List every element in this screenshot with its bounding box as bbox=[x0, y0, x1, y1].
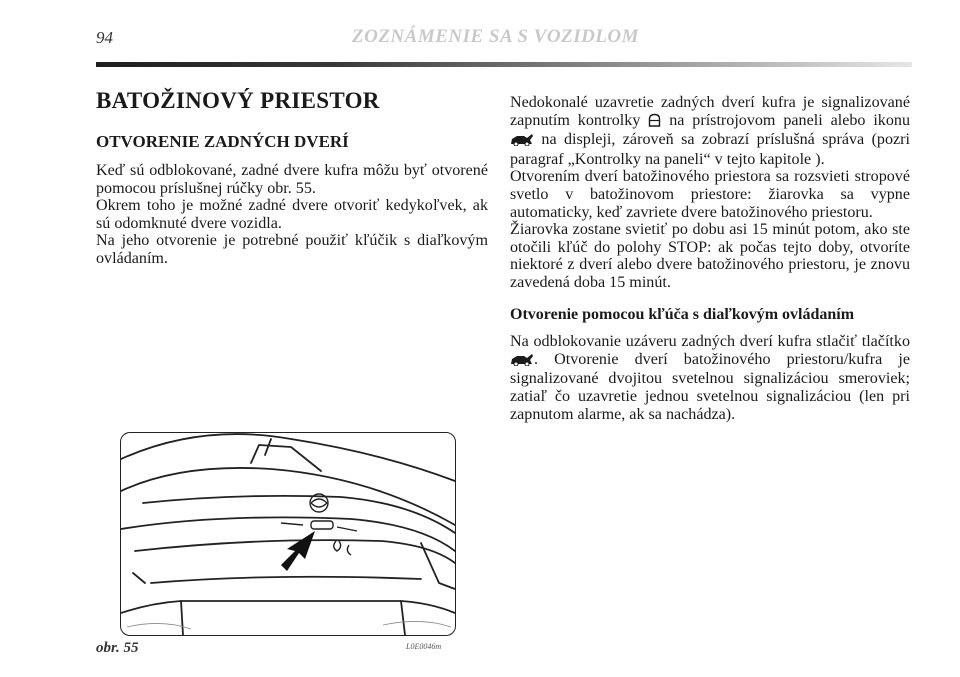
paragraph: Žiarovka zostane svietiť po dobu asi 15 minút potom, ako ste otočili kľúč do polohy STOP: ak počas tejto doby, otvoríte niektoré z dverí alebo dvere batožinového priestoru, je znovu zavedená doba 15 minút. bbox=[510, 221, 910, 291]
arrow-icon bbox=[281, 531, 315, 571]
paragraph: Otvorením dverí batožinového priestora sa rozsvieti stropové svetlo v batožinovom priestore: žiarovka sa vypne automaticky, keď zavriete dvere batožinového priestoru. bbox=[510, 168, 910, 221]
trunk-button-icon bbox=[510, 352, 534, 371]
text-span: Na odblokovanie uzáveru zadných dverí kufra stlačiť tlačítko bbox=[510, 333, 910, 351]
subsection-heading: OTVORENIE ZADNÝCH DVERÍ bbox=[96, 132, 349, 151]
section-heading: BATOŽINOVÝ PRIESTOR bbox=[96, 88, 380, 113]
trunk-warning-icon bbox=[648, 113, 661, 132]
text-span: na displeji, zároveň sa zobrazí príslušná správa (pozri paragraf „Kontrolky na paneli“ v tejto kapitole ). bbox=[510, 131, 910, 168]
page-number: 94 bbox=[96, 28, 113, 47]
subheading-remote: Otvorenie pomocou kľúča s diaľkovým ovládaním bbox=[510, 305, 855, 323]
figure-illustration bbox=[120, 432, 456, 636]
paragraph bbox=[510, 94, 910, 168]
text-span: Nedokonalé uzavretie zadných dverí kufra je signalizované zapnutím kontrolky bbox=[510, 94, 910, 129]
figure-code: L0E0046m bbox=[406, 642, 442, 651]
tailgate-drawing bbox=[121, 433, 455, 635]
text-span: . Otvorenie dverí batožinového priestoru/kufra je signalizované dvojitou svetelnou signalizáciou smeroviek; zatiaľ čo uzavretie jednou svetelnou signalizáciou (len pri zapnutom alarme, ak sa nachádza). bbox=[510, 350, 910, 423]
figure-caption: obr. 55 bbox=[96, 640, 139, 656]
text-span: na prístrojovom paneli alebo ikonu bbox=[669, 111, 910, 129]
chapter-title: ZOZNÁMENIE SA S VOZIDLOM bbox=[352, 26, 640, 47]
header-rule bbox=[96, 62, 912, 67]
paragraph: Na jeho otvorenie je potrebné použiť kľúčik s diaľkovým ovládaním. bbox=[96, 232, 488, 267]
paragraph: Keď sú odblokované, zadné dvere kufra môžu byť otvorené pomocou príslušnej rúčky obr. 55. bbox=[96, 162, 488, 197]
left-column bbox=[96, 162, 488, 268]
car-trunk-open-icon bbox=[510, 132, 534, 151]
paragraph: Okrem toho je možné zadné dvere otvoriť kedykoľvek, ak sú odomknuté dvere vozidla. bbox=[96, 197, 488, 232]
paragraph bbox=[510, 333, 910, 423]
right-column bbox=[510, 94, 910, 423]
